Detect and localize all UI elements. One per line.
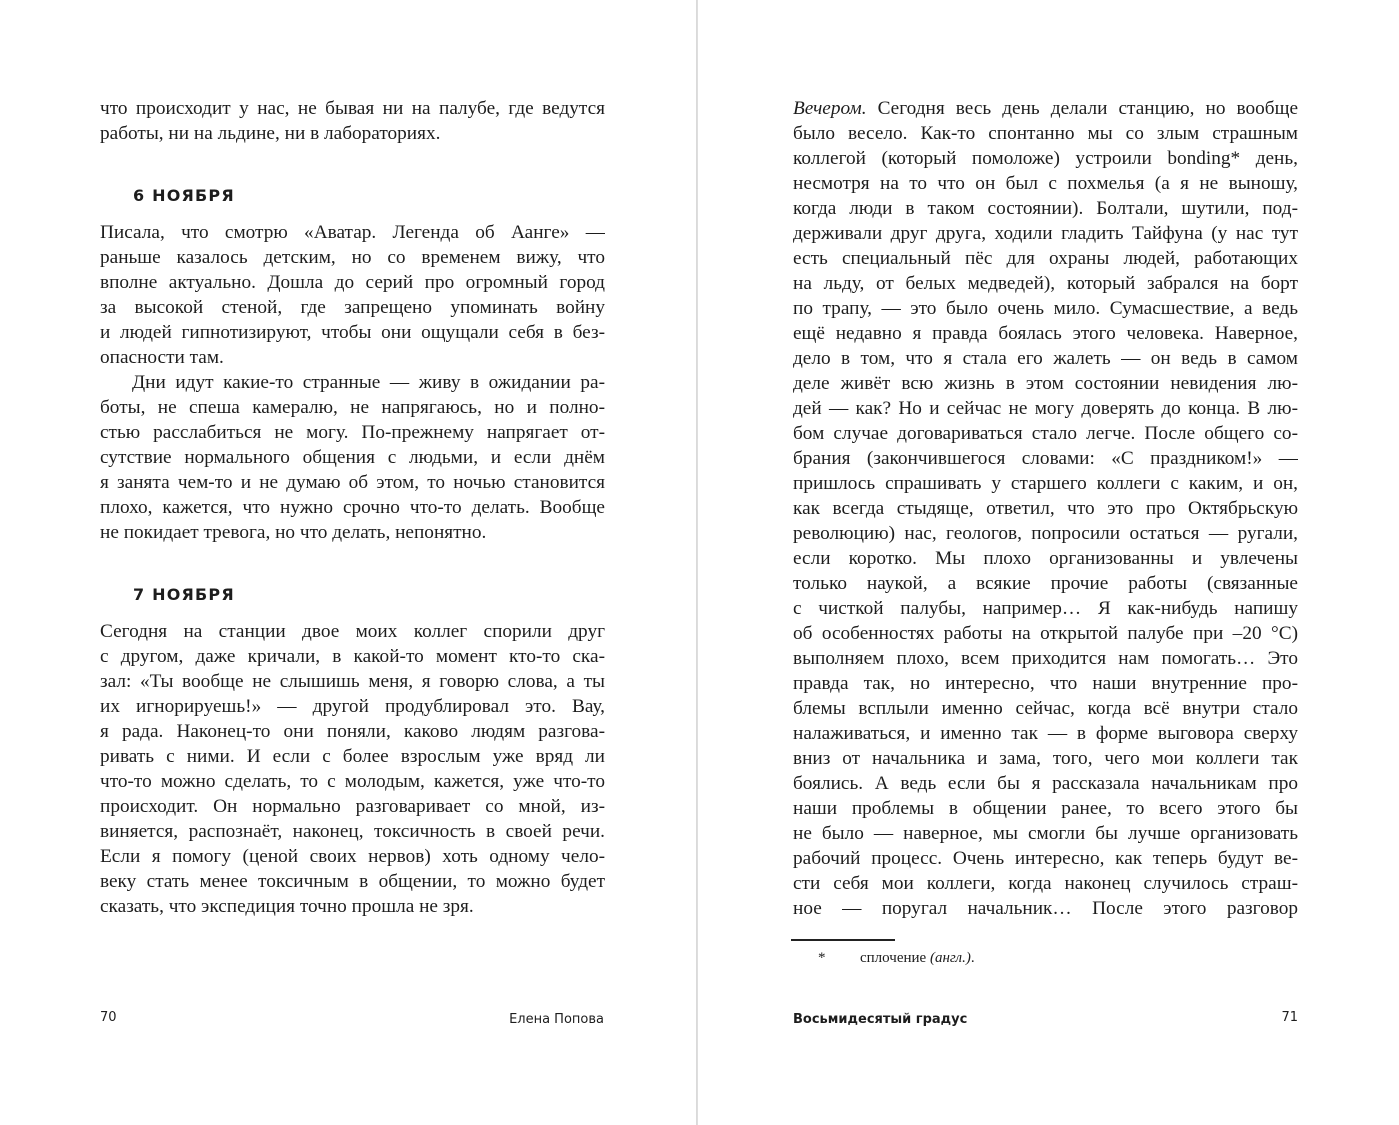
text-line: вниз от начальника и зама, того, чего мои коллеги так bbox=[793, 748, 1298, 769]
running-head-title: Восьмидесятый градус bbox=[793, 1012, 968, 1027]
text-line: ещё недавно я правда боялась этого человека. Наверное, bbox=[793, 323, 1298, 344]
text-line: Сегодня на станции двое моих коллег спорили друг bbox=[100, 621, 605, 642]
text-line: об особенностях работы на открытой палубе при –20 °C) bbox=[793, 623, 1298, 644]
text-line: на льду, от белых медведей), который забрался на борт bbox=[793, 273, 1298, 294]
text-line: деле живёт всю жизнь в этом состоянии невидения лю- bbox=[793, 373, 1298, 394]
left-page-text bbox=[100, 96, 605, 919]
text-line: зал: «Ты вообще не слышишь меня, я говорю слова, а ты bbox=[100, 671, 605, 692]
text-line: по трапу, — это было очень мило. Сумасшествие, а ведь bbox=[793, 298, 1298, 319]
line-text: Сегодня весь день делали станцию, но вообще bbox=[866, 98, 1298, 119]
paragraph bbox=[793, 96, 1298, 921]
text-line: ривать с ними. И если с более взрослым уже вряд ли bbox=[100, 746, 605, 767]
text-line: и людей гипнотизируют, чтобы они ощущали себя в без- bbox=[100, 322, 605, 343]
text-line: работы, ни на льдине, ни в лабораториях. bbox=[100, 123, 441, 144]
text-line: происходит. Он нормально разговаривает со мной, из- bbox=[100, 796, 605, 817]
text-line: революцию) нас, геологов, попросили остаться — ругали, bbox=[793, 523, 1298, 544]
paragraph bbox=[100, 220, 605, 370]
text-line: бом случае договариваться стало легче. После общего со- bbox=[793, 423, 1298, 444]
text-line: Если я помогу (ценой своих нервов) хоть одному чело- bbox=[100, 846, 605, 867]
text-line: стью расслабиться не могу. По-прежнему напрягает от- bbox=[100, 422, 605, 443]
text-line: плохо, кажется, что нужно срочно что-то делать. Вообще bbox=[100, 497, 605, 518]
footnote-rule bbox=[791, 939, 895, 941]
text-line: за высокой стеной, где запрещено упоминать войну bbox=[100, 297, 605, 318]
text-line: дей — как? Но и сейчас не могу доверять до конца. В лю- bbox=[793, 398, 1298, 419]
text-line: вполне актуально. Дошла до серий про огромный город bbox=[100, 272, 605, 293]
text-line: виняется, распознаёт, наконец, токсичность в своей речи. bbox=[100, 821, 605, 842]
text-line: наши проблемы в общении ранее, то всего этого бы bbox=[793, 798, 1298, 819]
text-line: пришлось спрашивать у старшего коллеги с каким, и он, bbox=[793, 473, 1298, 494]
text-line: боты, не спеша камералю, не напрягаюсь, но и полно- bbox=[100, 397, 605, 418]
text-line: держивали друг друга, ходили гладить Тайфуна (у нас тут bbox=[793, 223, 1298, 244]
date-heading: 7 НОЯБРЯ bbox=[133, 585, 235, 604]
date-heading: 6 НОЯБРЯ bbox=[133, 186, 235, 205]
text-line: боялись. А ведь если бы я рассказала начальникам про bbox=[793, 773, 1298, 794]
paragraph bbox=[100, 370, 605, 545]
right-page-text bbox=[793, 96, 1298, 921]
text-line: с другом, даже кричали, в какой-то момент кто-то ска- bbox=[100, 646, 605, 667]
text-line: есть специальный пёс для охраны людей, работающих bbox=[793, 248, 1298, 269]
text-line: я рада. Наконец-то они поняли, каково людям разгова- bbox=[100, 721, 605, 742]
paragraph bbox=[100, 96, 605, 146]
text-line: веку стать менее токсичным в общении, то можно будет bbox=[100, 871, 605, 892]
running-head-author: Елена Попова bbox=[509, 1012, 604, 1027]
text-line: если коротко. Мы плохо организованны и увлечены bbox=[793, 548, 1298, 569]
book-gutter bbox=[696, 0, 698, 1125]
lead-italic: Вечером. bbox=[793, 98, 867, 119]
text-line: сутствие нормального общения с людьми, и если днём bbox=[100, 447, 605, 468]
text-line: как всегда стыдяще, ответил, что это про Октябрьскую bbox=[793, 498, 1298, 519]
text-line: дело в том, что я стала его жалеть — он ведь в самом bbox=[793, 348, 1298, 369]
text-line: налаживаться, и именно так — в форме выговора сверху bbox=[793, 723, 1298, 744]
footnote bbox=[818, 950, 975, 967]
text-line: только наукой, а всякие прочие работы (связанные bbox=[793, 573, 1298, 594]
text-line: раньше казалось детским, но со временем вижу, что bbox=[100, 247, 605, 268]
footnote-end: . bbox=[970, 950, 975, 966]
text-line: когда люди в таком состоянии). Болтали, шутили, под- bbox=[793, 198, 1298, 219]
text-line: опасности там. bbox=[100, 347, 224, 368]
text-line: я занята чем-то и не думаю об этом, то ночью становится bbox=[100, 472, 605, 493]
text-line: правда так, но интересно, что наши внутренние про- bbox=[793, 673, 1298, 694]
text-line: что происходит у нас, не бывая ни на палубе, где ведутся bbox=[100, 98, 605, 119]
text-line: брания (закончившегося словами: «С праздником!» — bbox=[793, 448, 1298, 469]
page-number-right: 71 bbox=[1281, 1010, 1298, 1025]
footnote-text: сплочение bbox=[860, 950, 927, 966]
footnote-note: (англ.) bbox=[929, 950, 971, 966]
text-line: несмотря на то что он был с похмелья (а я не выношу, bbox=[793, 173, 1298, 194]
text-line: Дни идут какие-то странные — живу в ожидании ра- bbox=[132, 372, 605, 393]
text-line bbox=[793, 96, 1298, 121]
text-line: не покидает тревога, но что делать, непонятно. bbox=[100, 522, 487, 543]
text-line: было весело. Как-то спонтанно мы со злым страшным bbox=[793, 123, 1298, 144]
footnote-mark: * bbox=[818, 950, 826, 966]
text-line: выполняем плохо, всем приходится нам помогать… Это bbox=[793, 648, 1298, 669]
text-line: сти себя мои коллеги, когда наконец случилось страш- bbox=[793, 873, 1298, 894]
text-line: с чисткой палубы, например… Я как-нибудь напишу bbox=[793, 598, 1298, 619]
text-line: их игнорируешь!» — другой продублировал это. Вау, bbox=[100, 696, 605, 717]
text-line: коллегой (который помоложе) устроили bonding* день, bbox=[793, 148, 1298, 169]
text-line: блемы всплыли именно сейчас, когда всё внутри стало bbox=[793, 698, 1298, 719]
text-line: Писала, что смотрю «Аватар. Легенда об Аанге» — bbox=[100, 222, 605, 243]
page-number-left: 70 bbox=[100, 1010, 117, 1025]
text-line: ное — поругал начальник… После этого разговор bbox=[793, 898, 1298, 919]
text-line: рабочий процесс. Очень интересно, как теперь будут ве- bbox=[793, 848, 1298, 869]
text-line: не было — наверное, мы смогли бы лучше организовать bbox=[793, 823, 1298, 844]
text-line: что-то можно сделать, то с молодым, кажется, уже что-то bbox=[100, 771, 605, 792]
paragraph bbox=[100, 619, 605, 919]
text-line: сказать, что экспедиция точно прошла не зря. bbox=[100, 896, 474, 917]
